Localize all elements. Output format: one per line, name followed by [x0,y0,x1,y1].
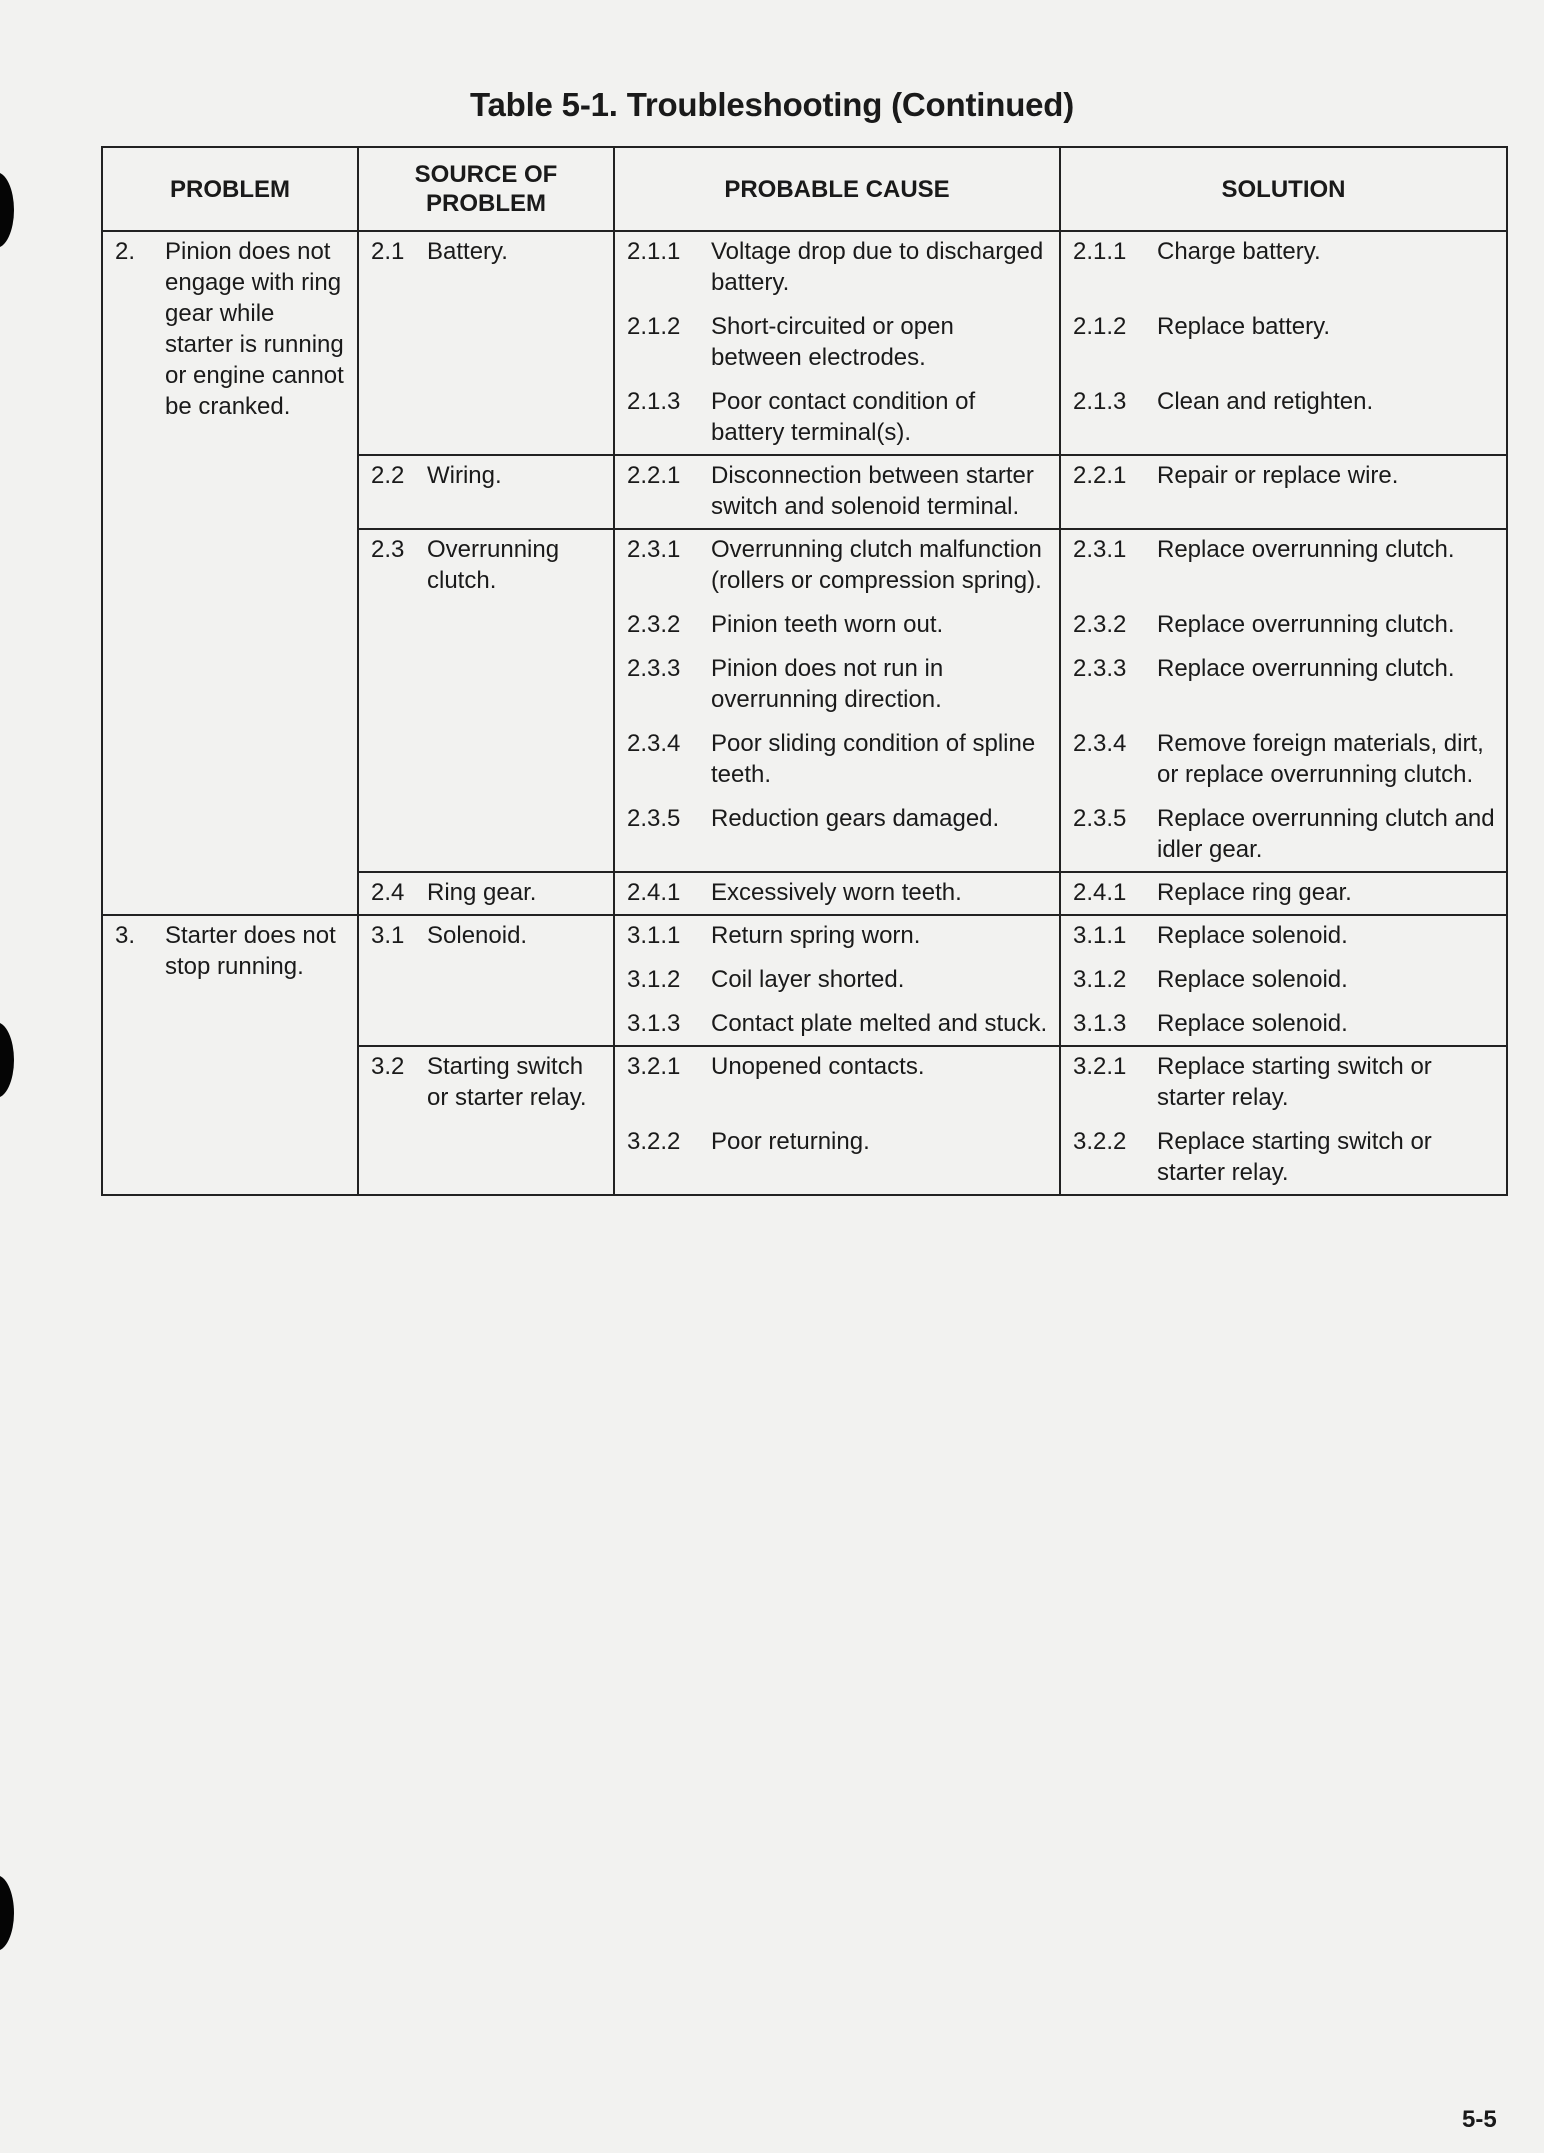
header-source: SOURCE OF PROBLEM [358,147,614,231]
item-text: Replace starting switch or starter relay. [1157,1128,1432,1186]
list-item [1073,964,1496,995]
item-text: Replace starting switch or starter relay. [1157,1053,1432,1111]
list-item [627,653,1049,715]
item-text: Return spring worn. [711,922,921,949]
list-item [1073,460,1496,522]
item-text: Pinion does not run in overrunning direction. [711,655,944,713]
list-item [627,803,1049,865]
list-item [371,236,603,267]
item-number: 2.4.1 [1073,879,1127,906]
cause-cell [614,1046,1060,1195]
table-header-row [102,147,1507,231]
item-number: 2.3.4 [1073,730,1127,757]
item-number: 2. [115,238,136,265]
list-item [1073,1008,1496,1039]
item-number: 2.1.2 [1073,313,1127,340]
item-text: Poor sliding condition of spline teeth. [711,730,1036,788]
item-number: 2.3.1 [1073,536,1127,563]
item-number: 3.2.2 [627,1128,681,1155]
item-number: 2.2 [371,462,405,489]
item-number: 2.2.1 [1073,462,1127,489]
cause-cell [614,455,1060,529]
solution-cell [1060,915,1507,1046]
item-text: Reduction gears damaged. [711,805,1000,832]
problem-cell [102,231,358,915]
item-text: Replace solenoid. [1157,966,1348,993]
solution-cell [1060,455,1507,529]
cause-cell [614,231,1060,455]
item-text: Overrunning clutch. [427,536,560,594]
item-number: 2.1 [371,238,405,265]
item-number: 3.2.1 [627,1053,681,1080]
troubleshooting-table [101,146,1508,1196]
solution-cell [1060,529,1507,872]
item-number: 2.1.1 [1073,238,1127,265]
item-number: 3.2 [371,1053,405,1080]
item-text: Repair or replace wire. [1157,462,1399,489]
item-number: 2.3.3 [1073,655,1127,682]
list-item [627,1051,1049,1113]
cause-cell [614,872,1060,915]
item-text: Overrunning clutch malfunction (rollers or compression spring). [711,536,1042,594]
list-item [627,964,1049,995]
item-number: 3.1.3 [1073,1010,1127,1037]
cause-cell [614,529,1060,872]
item-text: Replace solenoid. [1157,922,1348,949]
item-text: Ring gear. [427,879,537,906]
list-item [1073,609,1496,640]
header-problem: PROBLEM [102,147,358,231]
solution-cell [1060,1046,1507,1195]
list-item [1073,1051,1496,1113]
list-item [1073,920,1496,951]
item-text: Solenoid. [427,922,528,949]
item-number: 2.1.3 [1073,388,1127,415]
item-text: Contact plate melted and stuck. [711,1010,1048,1037]
solution-cell [1060,872,1507,915]
source-cell [358,872,614,915]
item-number: 2.4 [371,879,405,906]
item-number: 2.3.5 [627,805,681,832]
binder-hole [0,1875,14,1951]
list-item [1073,877,1496,908]
item-text: Voltage drop due to discharged battery. [711,238,1044,296]
item-number: 2.3.5 [1073,805,1127,832]
solution-cell [1060,231,1507,455]
page-number: 5-5 [1462,2106,1497,2133]
item-text: Replace overrunning clutch and idler gear. [1157,805,1495,863]
item-number: 3. [115,922,136,949]
item-text: Poor contact condition of battery terminal(s). [711,388,976,446]
item-number: 2.3.2 [627,611,681,638]
header-cause: PROBABLE CAUSE [614,147,1060,231]
binder-hole [0,1022,14,1098]
item-text: Replace ring gear. [1157,879,1352,906]
item-text: Replace overrunning clutch. [1157,655,1455,682]
item-text: Starter does not stop running. [165,922,336,980]
item-number: 2.3.1 [627,536,681,563]
item-text: Replace solenoid. [1157,1010,1348,1037]
item-text: Battery. [427,238,508,265]
list-item [627,728,1049,790]
list-item [1073,386,1496,448]
item-number: 3.1 [371,922,405,949]
list-item [1073,534,1496,596]
list-item [627,1008,1049,1039]
item-text: Wiring. [427,462,502,489]
item-number: 2.1.3 [627,388,681,415]
list-item [627,877,1049,908]
item-text: Pinion teeth worn out. [711,611,944,638]
item-number: 2.3.4 [627,730,681,757]
source-cell [358,915,614,1046]
list-item [1073,1126,1496,1188]
item-text: Unopened contacts. [711,1053,925,1080]
list-item [627,311,1049,373]
list-item [371,920,603,951]
list-item [627,609,1049,640]
item-number: 3.1.1 [1073,922,1127,949]
item-number: 2.3.2 [1073,611,1127,638]
item-text: Excessively worn teeth. [711,879,962,906]
item-number: 2.1.2 [627,313,681,340]
cause-cell [614,915,1060,1046]
list-item [627,460,1049,522]
list-item [1073,728,1496,790]
item-number: 2.3 [371,536,405,563]
source-cell [358,231,614,455]
header-solution: SOLUTION [1060,147,1507,231]
list-item [371,460,603,491]
item-number: 3.1.1 [627,922,681,949]
problem-cell [102,915,358,1195]
item-text: Starting switch or starter relay. [427,1053,587,1111]
item-number: 2.2.1 [627,462,681,489]
item-text: Replace battery. [1157,313,1330,340]
item-number: 3.1.3 [627,1010,681,1037]
item-text: Replace overrunning clutch. [1157,611,1455,638]
list-item [627,534,1049,596]
item-number: 2.4.1 [627,879,681,906]
item-text: Short-circuited or open between electrodes. [711,313,954,371]
item-number: 2.3.3 [627,655,681,682]
list-item [1073,311,1496,373]
list-item [1073,236,1496,298]
list-item [1073,653,1496,715]
list-item [627,1126,1049,1188]
list-item [115,920,347,982]
item-text: Coil layer shorted. [711,966,905,993]
item-number: 3.2.1 [1073,1053,1127,1080]
item-number: 3.1.2 [627,966,681,993]
list-item [371,534,603,596]
list-item [627,920,1049,951]
list-item [371,1051,603,1113]
item-number: 2.1.1 [627,238,681,265]
table-row [102,915,1507,1046]
page-title: Table 5-1. Troubleshooting (Continued) [469,86,1075,123]
item-text: Disconnection between starter switch and solenoid terminal. [711,462,1034,520]
item-text: Clean and retighten. [1157,388,1374,415]
table-row [102,231,1507,455]
item-number: 3.2.2 [1073,1128,1127,1155]
table-body [102,231,1507,1195]
source-cell [358,1046,614,1195]
item-number: 3.1.2 [1073,966,1127,993]
list-item [371,877,603,908]
item-text: Replace overrunning clutch. [1157,536,1455,563]
list-item [1073,803,1496,865]
list-item [115,236,347,422]
source-cell [358,455,614,529]
item-text: Charge battery. [1157,238,1321,265]
item-text: Poor returning. [711,1128,870,1155]
item-text: Pinion does not engage with ring gear while starter is running or engine cannot be cranked. [165,238,344,420]
source-cell [358,529,614,872]
item-text: Remove foreign materials, dirt, or replace overrunning clutch. [1157,730,1484,788]
list-item [627,236,1049,298]
binder-hole [0,172,14,248]
list-item [627,386,1049,448]
